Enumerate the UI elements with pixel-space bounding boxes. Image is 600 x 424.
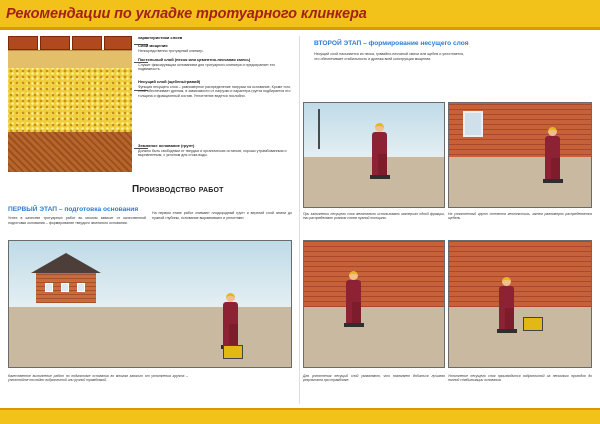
- ground-layer: [8, 132, 132, 172]
- stage1-title: ПЕРВЫЙ ЭТАП – подготовка основания: [8, 206, 139, 213]
- stage2-caption-3: Для уплотнения несущий слой увлажняют, что позволяет добиться лучшего результата при трамбовке.: [303, 374, 445, 383]
- layer-diagram: [8, 36, 132, 172]
- vibro-plate: [223, 345, 243, 359]
- brick: [104, 36, 132, 50]
- stage1-text2: На первом этапе работ снимают плодородный грунт и верхний слой земли до нужной глубины, основание выравнивают и уплотняют.: [152, 211, 292, 220]
- stage2-title: ВТОРОЙ ЭТАП – формирование несущего слоя: [314, 40, 469, 47]
- stage2-text: Несущий слой насыпается из песка, гравийно-песчаной смеси или щебня и уплотняется, что обеспечивает стабильность и дренаж всей конструкции мощения.: [314, 52, 464, 61]
- stage2-caption-4: Уплотнение несущего слоя производится виброплитой за несколько проходов до полной стабилизации основания.: [448, 374, 592, 383]
- stage2-illustration-3: [303, 240, 445, 368]
- brick: [8, 36, 38, 50]
- legend-heading: характеристики слоев: [138, 35, 183, 40]
- vibro-plate: [523, 317, 543, 331]
- gravel-layer: [8, 68, 132, 132]
- page-title: Рекомендации по укладке тротуарного клинкера: [6, 6, 367, 22]
- legend-item: Земляное основание (грунт) Должно быть свободным от твердых и органических остатков, хорошо утрамбованным и выровненным, с уклоном для стока воды.: [138, 143, 287, 157]
- legend-item: Постельный слой (песок или цементно-песчаная смесь) Служит фиксирующим основанием для тротуарного клинкера и предохраняет его подвижность.: [138, 57, 276, 71]
- worker: [541, 127, 563, 183]
- stage2-caption-2: На уплотненный грунт стелется геотекстиль, затем равномерно распределяется щебень.: [448, 212, 592, 221]
- worker: [368, 123, 390, 179]
- worker: [219, 293, 241, 349]
- section-heading: Производство работ: [132, 184, 224, 195]
- worker: [495, 277, 517, 333]
- column-divider: [299, 36, 300, 404]
- sand-layer: [8, 50, 132, 68]
- stage2-caption-1: При заполнении несущего слоя желательно использовать материал одной фракции, его распределяют ровным слоем нужной толщины.: [303, 212, 445, 221]
- legend-item: Слой мощения Непосредственно тротуарный клинкер.: [138, 43, 204, 53]
- stage2-illustration-1: [303, 102, 445, 208]
- legend-item: Несущий слой (щебень/гравий) Функция несущего слоя – равномерное распределение нагрузки на основание. Кроме того, слой обеспечивает дренаж, в зависимости от нагрузки и характера грунта подбирается его толщина и фракционный состав. Уплотнение ведется послойно.: [138, 79, 292, 98]
- stage2-illustration-4: [448, 240, 592, 368]
- house: [31, 253, 101, 303]
- stage1-caption: Качественное выполнение работ по подготовке основания во многом зависит от уплотнения грунта – уплотняйте послойно виброплитой или ручной трамбовкой.: [8, 374, 188, 383]
- stage1-text: Успех в качестве тротуарных работ во многом зависит от качественной подготовки основания – формирование твердого земляного основания.: [8, 216, 146, 225]
- stake: [318, 109, 320, 149]
- worker: [342, 271, 364, 327]
- brick: [72, 36, 102, 50]
- stage1-illustration: [8, 240, 292, 368]
- stage2-illustration-2: [448, 102, 592, 208]
- footer-bar: [0, 408, 600, 424]
- brick: [40, 36, 70, 50]
